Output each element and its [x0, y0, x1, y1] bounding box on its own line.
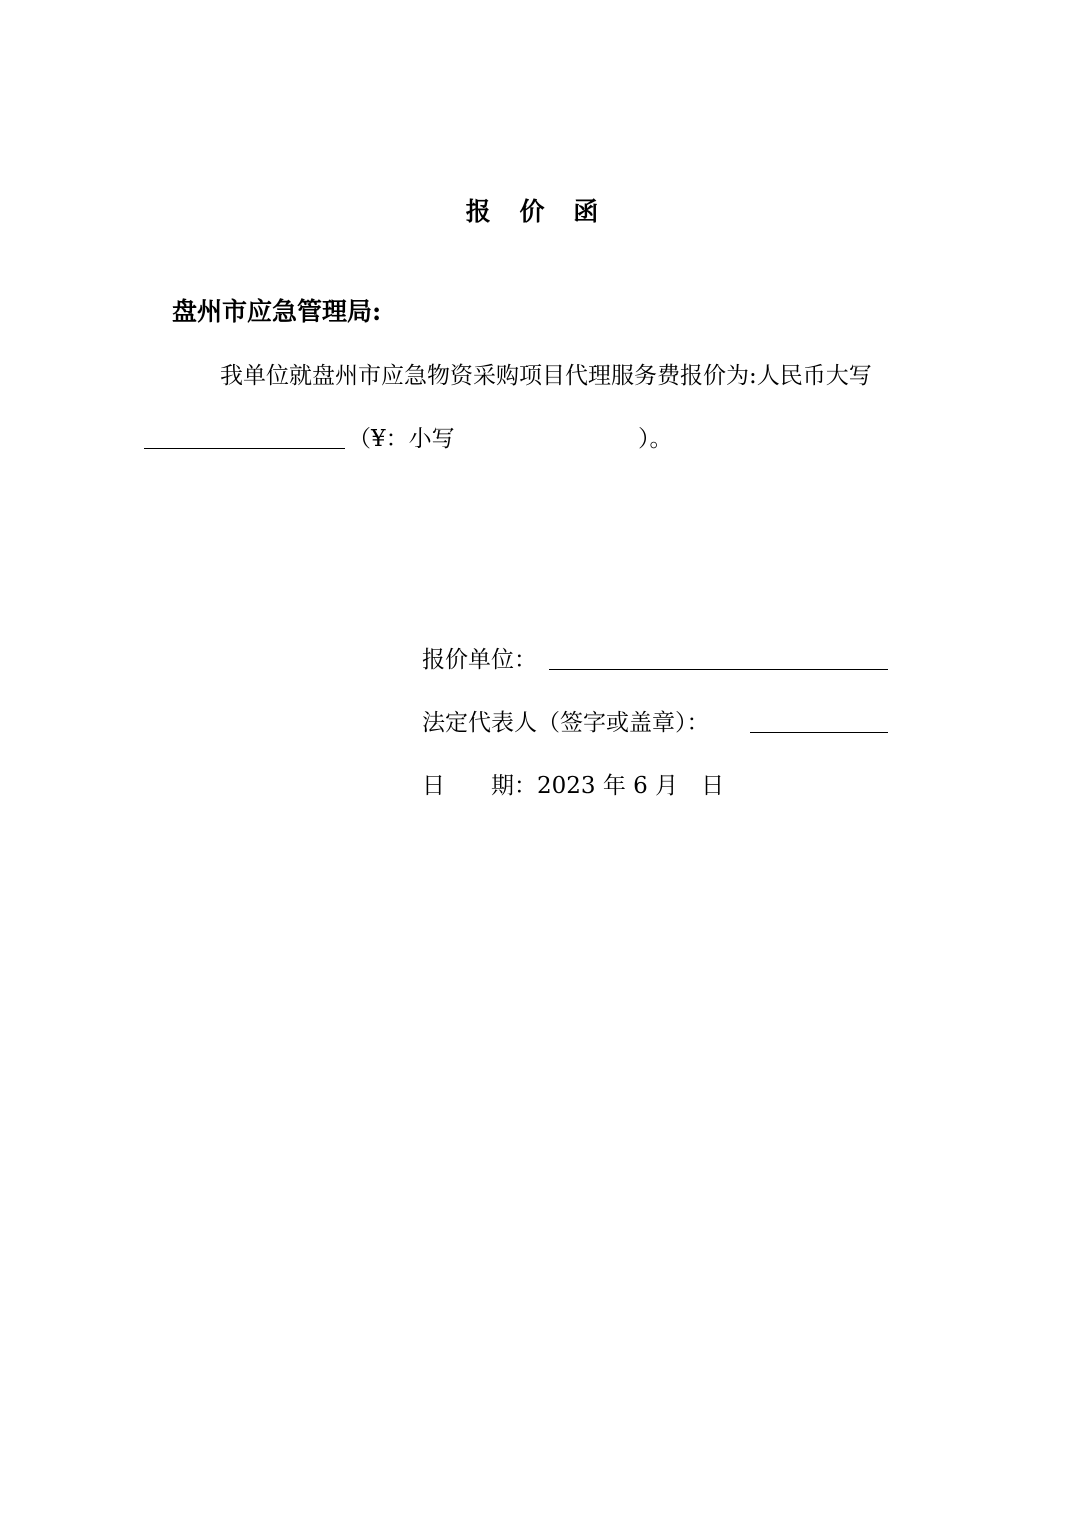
- amount-lowercase-suffix: ）。: [638, 426, 673, 452]
- legal-rep-blank[interactable]: [750, 732, 888, 733]
- document-title: 报 价 函: [465, 197, 609, 226]
- quoting-unit-label: 报价单位：: [422, 647, 537, 673]
- amount-uppercase-blank[interactable]: [144, 448, 345, 449]
- date-label: 日 期：2023 年 6 月 日: [422, 773, 725, 799]
- addressee: 盘州市应急管理局:: [172, 297, 382, 326]
- amount-lowercase-prefix: （¥：小写: [348, 426, 455, 452]
- legal-rep-label: 法定代表人（签字或盖章）：: [422, 710, 710, 736]
- quoting-unit-blank[interactable]: [549, 669, 888, 670]
- quote-statement: 我单位就盘州市应急物资采购项目代理服务费报价为:人民币大写: [220, 363, 872, 389]
